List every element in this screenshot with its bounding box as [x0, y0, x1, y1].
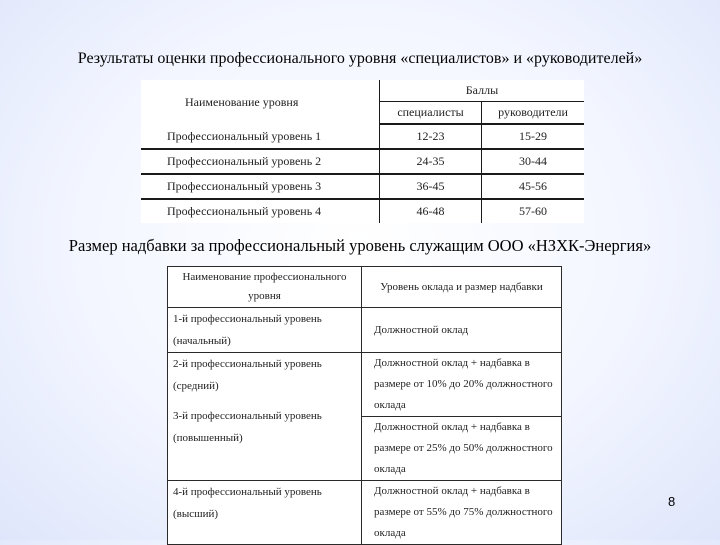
cell-level-line1: 2-й профессиональный уровень	[173, 358, 322, 370]
cell-salary	[362, 353, 562, 417]
cell-salary-line3: оклада	[374, 399, 406, 411]
cell-level: Профессиональный уровень 1	[141, 124, 379, 149]
cell-spec: 24-35	[379, 149, 481, 174]
cell-salary-line3: оклада	[374, 527, 406, 539]
cell-ruk: 30-44	[482, 149, 584, 174]
cell-level	[168, 481, 362, 545]
cell-salary-line1: Должностной оклад + надбавка в	[374, 485, 530, 497]
cell-salary	[362, 308, 562, 353]
table-row	[168, 353, 562, 417]
heading-scores: Результаты оценки профессионального уровня «специалистов» и «руководителей»	[77, 50, 643, 67]
cell-level-line1: 3-й профессиональный уровень	[173, 410, 322, 422]
col-level-header	[168, 267, 362, 308]
cell-spec: 36-45	[379, 174, 481, 199]
col-group-header: Баллы	[379, 80, 584, 102]
cell-salary	[362, 481, 562, 545]
cell-level: Профессиональный уровень 2	[141, 149, 379, 174]
col-level-header-line1: Наименование профессионального	[182, 271, 347, 283]
cell-salary-line1: Должностной оклад + надбавка в	[374, 357, 530, 369]
cell-spec: 12-23	[379, 124, 481, 149]
cell-level	[168, 353, 362, 481]
table-row	[141, 174, 584, 199]
table-row	[141, 199, 584, 223]
col-salary-header: Уровень оклада и размер надбавки	[362, 267, 562, 308]
cell-level	[168, 308, 362, 353]
cell-salary-line1: Должностной оклад	[374, 323, 469, 336]
cell-ruk: 15-29	[482, 124, 584, 149]
table-row	[141, 124, 584, 149]
table-header-row	[141, 80, 584, 102]
col-level-header-line2: уровня	[248, 290, 281, 302]
page-number: 8	[668, 494, 676, 509]
col-spec-header: специалисты	[379, 102, 481, 125]
cell-salary-line3: оклада	[374, 463, 406, 475]
table-row	[141, 149, 584, 174]
cell-salary	[362, 417, 562, 481]
table-header-row	[168, 267, 562, 308]
cell-level-line1: 1-й профессиональный уровень	[173, 313, 322, 325]
cell-level-line1: 4-й профессиональный уровень	[173, 486, 322, 498]
table-row	[168, 481, 562, 545]
scores-table	[141, 80, 584, 223]
cell-level: Профессиональный уровень 3	[141, 174, 379, 199]
col-level-header: Наименование уровня	[141, 80, 379, 124]
cell-level-line2: (повышенный)	[173, 432, 243, 444]
cell-ruk: 57-60	[519, 204, 548, 218]
col-ruk-header: руководители	[482, 102, 584, 125]
cell-spec: 46-48	[379, 199, 481, 223]
cell-salary-line2: размере от 10% до 20% должностного	[374, 378, 553, 390]
cell-ruk: 45-56	[482, 174, 584, 199]
allowance-table	[167, 266, 562, 545]
heading-allowance: Размер надбавки за профессиональный уровень служащим ООО «НЗХК-Энергия»	[68, 236, 652, 255]
cell-level-line2: (высший)	[173, 508, 219, 520]
cell-level-line2: (средний)	[173, 380, 219, 392]
cell-salary-line1: Должностной оклад + надбавка в	[374, 421, 530, 433]
cell-salary-line2: размере от 25% до 50% должностного	[374, 442, 553, 454]
cell-salary-line2: размере от 55% до 75% должностного	[374, 506, 553, 518]
cell-level: Профессиональный уровень 4	[141, 199, 379, 223]
table-row	[168, 308, 562, 353]
cell-level-line2: (начальный)	[173, 335, 231, 347]
